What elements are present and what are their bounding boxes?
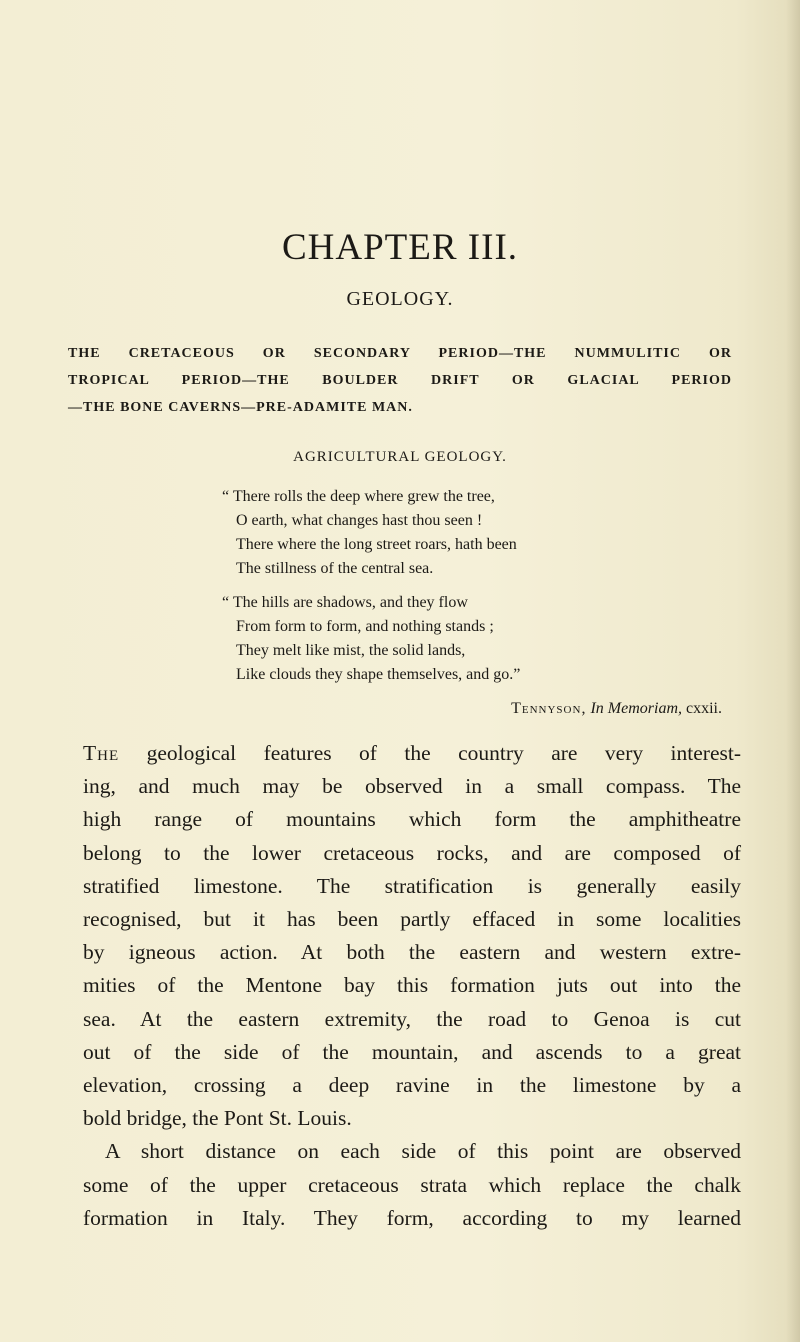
chapter-title: CHAPTER III. [281, 227, 519, 268]
poem-line: “ There rolls the deep where grew the tree, [222, 488, 495, 505]
body-line: mities of the Mentone bay this formation juts out into the [83, 973, 741, 998]
chapter-subject: GEOLOGY. [346, 288, 454, 310]
poem-stanza [222, 485, 722, 581]
body-line: elevation, crossing a deep ravine in the limestone by a [83, 1073, 741, 1098]
attribution-author: Tennyson, [511, 700, 587, 717]
body-line: out of the side of the mountain, and ascends to a great [83, 1039, 741, 1064]
lead-word: The [83, 741, 120, 765]
poem-line: The stillness of the central sea. [236, 560, 434, 577]
poem-stanza [222, 591, 722, 687]
body-text [83, 737, 741, 1235]
summary-line: —THE BONE CAVERNS—PRE-ADAMITE MAN. [68, 400, 413, 415]
body-line: recognised, but it has been partly effaced in some localities [83, 907, 741, 932]
summary-line: THE CRETACEOUS OR SECONDARY PERIOD—THE NUMMULITIC OR [68, 346, 732, 361]
chapter-summary [68, 340, 732, 421]
body-line: high range of mountains which form the amphitheatre [83, 807, 741, 832]
poem-line: Like clouds they shape themselves, and go.” [236, 666, 521, 683]
body-line [83, 737, 741, 770]
poem-line: There where the long street roars, hath been [236, 536, 517, 553]
body-line: A short distance on each side of this point are observed [105, 1139, 741, 1164]
poem-line: “ The hills are shadows, and they flow [222, 594, 468, 611]
body-line: by igneous action. At both the eastern and western extre- [83, 940, 741, 965]
epigraph-poem [222, 485, 722, 697]
attribution-work: In Memoriam, [590, 700, 682, 717]
body-line: stratified limestone. The stratification is generally easily [83, 873, 741, 898]
body-line: belong to the lower cretaceous rocks, and are composed of [83, 840, 741, 865]
page-edge-shadow [786, 0, 800, 1342]
subsection-title: AGRICULTURAL GEOLOGY. [293, 449, 507, 465]
body-line: ing, and much may be observed in a small compass. The [83, 774, 741, 799]
body-line: formation in Italy. They form, according to my learned [83, 1205, 741, 1230]
body-line: sea. At the eastern extremity, the road to Genoa is cut [83, 1006, 741, 1031]
poem-line: From form to form, and nothing stands ; [236, 618, 494, 635]
summary-line: TROPICAL PERIOD—THE BOULDER DRIFT OR GLACIAL PERIOD [68, 373, 732, 388]
body-line: some of the upper cretaceous strata which replace the chalk [83, 1172, 741, 1197]
poem-line: They melt like mist, the solid lands, [236, 642, 466, 659]
poem-attribution [0, 700, 722, 718]
attribution-section: cxxii. [686, 700, 722, 717]
poem-line: O earth, what changes hast thou seen ! [236, 512, 483, 529]
body-line: bold bridge, the Pont St. Louis. [83, 1106, 352, 1131]
body-line-text: geological features of the country are very interest- [119, 741, 741, 765]
